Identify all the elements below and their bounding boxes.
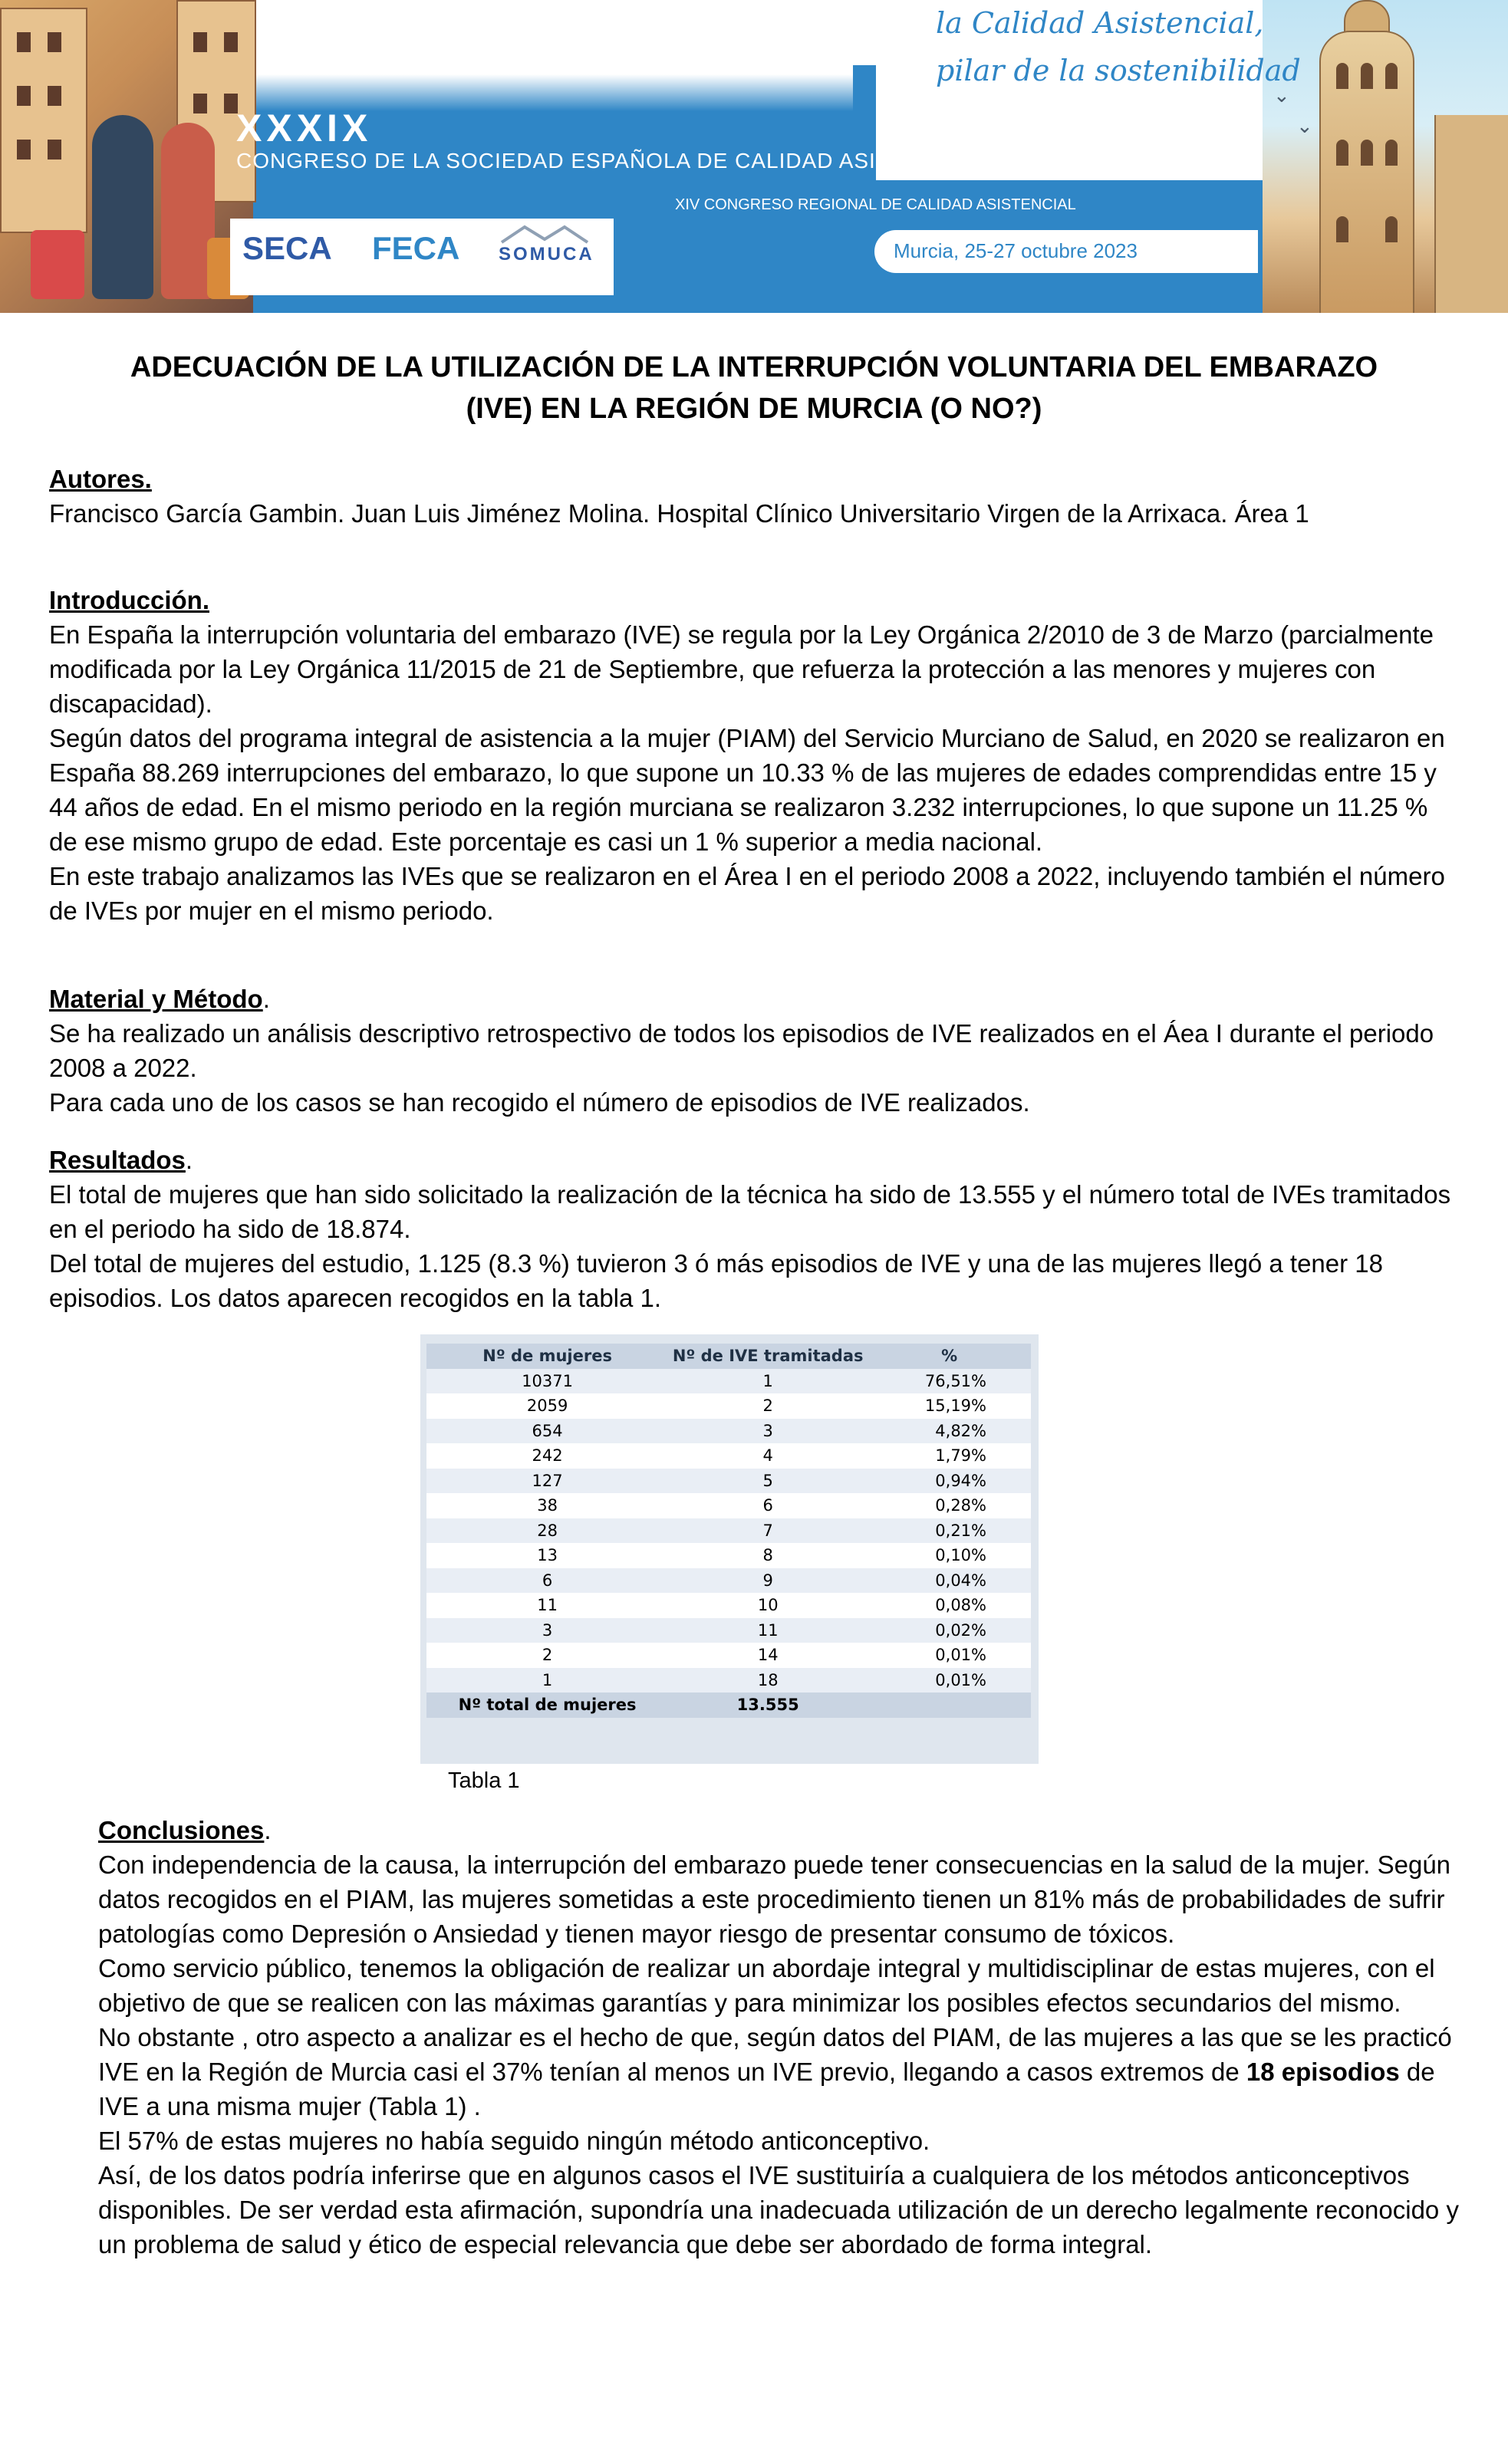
congress-name: CONGRESO DE LA SOCIEDAD ESPAÑOLA DE CALIDAD ASISTENCIAL bbox=[236, 149, 987, 173]
conclusiones-paragraph: El 57% de estas mujeres no había seguido ningún método anticonceptivo. bbox=[98, 2127, 930, 2155]
table-row bbox=[426, 1543, 1031, 1568]
bird-icon: ⌄ bbox=[1273, 84, 1290, 107]
table-cell: 0,01% bbox=[868, 1643, 1031, 1668]
building bbox=[0, 8, 87, 233]
total-value: 13.555 bbox=[668, 1693, 868, 1718]
title-line-2: (IVE) EN LA REGIÓN DE MURCIA (O NO?) bbox=[466, 393, 1042, 425]
walking-figure bbox=[92, 115, 153, 299]
slogan-line-1: la Calidad Asistencial, bbox=[936, 6, 1264, 40]
table-cell: 5 bbox=[668, 1469, 868, 1494]
bold-run: 18 episodios bbox=[1246, 2058, 1400, 2086]
congress-banner bbox=[0, 0, 1508, 313]
table-cell: 6 bbox=[668, 1493, 868, 1518]
table-cell: 2 bbox=[426, 1643, 668, 1668]
table-cell: 4,82% bbox=[868, 1419, 1031, 1444]
table-cell: 1 bbox=[668, 1369, 868, 1394]
resultados-paragraph: El total de mujeres que han sido solicitado la realización de la técnica ha sido de 13.555 y el número total de IVEs tramitados en el periodo ha sido de 18.874. bbox=[49, 1180, 1451, 1243]
table-cell: 242 bbox=[426, 1443, 668, 1469]
total-label: Nº total de mujeres bbox=[426, 1693, 668, 1718]
material-paragraph: Para cada uno de los casos se han recogido el número de episodios de IVE realizados. bbox=[49, 1088, 1030, 1117]
material-heading: Material y Método bbox=[49, 985, 263, 1013]
conclusiones-paragraph bbox=[98, 2020, 1460, 2124]
bird-icon: ⌄ bbox=[1296, 115, 1313, 138]
table-row bbox=[426, 1518, 1031, 1544]
table-row bbox=[426, 1493, 1031, 1518]
introduccion-heading: Introducción. bbox=[49, 586, 209, 614]
table-total-row bbox=[426, 1693, 1031, 1718]
somuca-logo: SOMUCA bbox=[499, 244, 594, 265]
section-material bbox=[49, 982, 1460, 1120]
table-cell: 38 bbox=[426, 1493, 668, 1518]
table-cell: 11 bbox=[668, 1618, 868, 1643]
table-cell: 28 bbox=[426, 1518, 668, 1544]
section-conclusiones bbox=[98, 1813, 1460, 2262]
conclusiones-heading: Conclusiones bbox=[98, 1816, 265, 1844]
table-cell: 0,02% bbox=[868, 1618, 1031, 1643]
table-cell: 14 bbox=[668, 1643, 868, 1668]
table-cell: 1,79% bbox=[868, 1443, 1031, 1469]
suitcase-icon bbox=[31, 230, 84, 299]
col-header: % bbox=[868, 1344, 1031, 1369]
congress-number: XXXIX bbox=[236, 107, 373, 150]
seca-logo: SECA bbox=[242, 230, 332, 266]
table-cell: 0,94% bbox=[868, 1469, 1031, 1494]
table-cell: 0,21% bbox=[868, 1518, 1031, 1544]
conclusiones-paragraph: Así, de los datos podría inferirse que en algunos casos el IVE sustituiría a cualquiera de los métodos anticonceptivos disponibles. De ser verdad esta afirmación, supondría una inadecuada utilización de un derecho legalmente reconocido y un problema de salud y ético de especial relevancia que debe ser abordado de forma integral. bbox=[98, 2161, 1459, 2258]
section-resultados bbox=[49, 1143, 1460, 1315]
heading-period: . bbox=[262, 985, 270, 1013]
table-cell: 4 bbox=[668, 1443, 868, 1469]
banner-white-top bbox=[163, 0, 876, 65]
table-cell: 13 bbox=[426, 1543, 668, 1568]
building bbox=[1434, 115, 1508, 313]
table-cell: 2059 bbox=[426, 1393, 668, 1419]
table-cell: 654 bbox=[426, 1419, 668, 1444]
cathedral-tower bbox=[1319, 31, 1414, 313]
poster-title bbox=[46, 347, 1462, 429]
table-row bbox=[426, 1643, 1031, 1668]
table-row bbox=[426, 1419, 1031, 1444]
text-run: No obstante , otro aspecto a analizar es el hecho de que, según datos del PIAM, de las mujeres a las que se les practicó IVE en la Región de Murcia casi el 37% tenían al menos un IVE previo, llegando a casos extremos de bbox=[98, 2023, 1452, 2086]
table-cell: 6 bbox=[426, 1568, 668, 1594]
table-row bbox=[426, 1618, 1031, 1643]
table-row bbox=[426, 1369, 1031, 1394]
table-cell: 15,19% bbox=[868, 1393, 1031, 1419]
table-cell: 9 bbox=[668, 1568, 868, 1594]
introduccion-paragraph: En España la interrupción voluntaria del embarazo (IVE) se regula por la Ley Orgánica 2/2010 de 3 de Marzo (parcialmente modificada por la Ley Orgánica 11/2015 de 21 de Septiembre, que refuerza la protección a las menores y mujeres con discapacidad). bbox=[49, 620, 1434, 718]
slogan-line-2: pilar de la sostenibilidad bbox=[936, 54, 1301, 87]
table-cell: 3 bbox=[426, 1618, 668, 1643]
heading-period: . bbox=[185, 1146, 193, 1174]
table-cell: 127 bbox=[426, 1469, 668, 1494]
ive-table bbox=[426, 1344, 1031, 1718]
table-cell: 7 bbox=[668, 1518, 868, 1544]
table-cell: 0,08% bbox=[868, 1593, 1031, 1618]
table-cell: 76,51% bbox=[868, 1369, 1031, 1394]
introduccion-paragraph: En este trabajo analizamos las IVEs que se realizaron en el Área I en el periodo 2008 a 2022, incluyendo también el número de IVEs por mujer en el mismo periodo. bbox=[49, 862, 1445, 925]
table-row bbox=[426, 1668, 1031, 1693]
resultados-paragraph: Del total de mujeres del estudio, 1.125 (8.3 %) tuvieron 3 ó más episodios de IVE y una de las mujeres llegó a tener 18 episodios. Los datos aparecen recogidos en la tabla 1. bbox=[49, 1249, 1383, 1312]
somuca-roof-icon bbox=[499, 224, 591, 245]
banner-fade bbox=[163, 65, 853, 111]
table-row bbox=[426, 1393, 1031, 1419]
table-cell: 10 bbox=[668, 1593, 868, 1618]
table-header-row bbox=[426, 1344, 1031, 1369]
autores-heading: Autores. bbox=[49, 465, 152, 493]
autores-text: Francisco García Gambin. Juan Luis Jiménez Molina. Hospital Clínico Universitario Virgen de la Arrixaca. Área 1 bbox=[49, 499, 1309, 528]
ive-table-image bbox=[420, 1334, 1039, 1764]
section-autores bbox=[49, 462, 1460, 531]
heading-period: . bbox=[264, 1816, 272, 1844]
table-cell: 10371 bbox=[426, 1369, 668, 1394]
table-cell: 0,01% bbox=[868, 1668, 1031, 1693]
regional-congress: XIV CONGRESO REGIONAL DE CALIDAD ASISTENCIAL bbox=[675, 196, 1076, 213]
table-cell: 8 bbox=[668, 1543, 868, 1568]
table-cell: 11 bbox=[426, 1593, 668, 1618]
material-paragraph: Se ha realizado un análisis descriptivo retrospectivo de todos los episodios de IVE realizados en el Áea I durante el periodo 2008 a 2022. bbox=[49, 1019, 1434, 1082]
table-caption: Tabla 1 bbox=[448, 1768, 520, 1793]
introduccion-paragraph: Según datos del programa integral de asistencia a la mujer (PIAM) del Servicio Murciano de Salud, en 2020 se realizaron en España 88.269 interrupciones del embarazo, lo que supone un 10.33 % de las mujeres de edades comprendidas entre 15 y 44 años de edad. En el mismo periodo en la región murciana se realizaron 3.232 interrupciones, lo que supone un 11.25 % de ese mismo grupo de edad. Este porcentaje es casi un 1 % superior a media nacional. bbox=[49, 724, 1445, 856]
table-cell: 1 bbox=[426, 1668, 668, 1693]
table-cell: 18 bbox=[668, 1668, 868, 1693]
col-header: Nº de IVE tramitadas bbox=[668, 1344, 868, 1369]
left-illustration bbox=[0, 0, 253, 313]
col-header: Nº de mujeres bbox=[426, 1344, 668, 1369]
conclusiones-paragraph: Con independencia de la causa, la interrupción del embarazo puede tener consecuencias en la salud de la mujer. Según datos recogidos en el PIAM, las mujeres sometidas a este procedimiento tienen un 81% más de probabilidades de sufrir patologías como Depresión o Ansiedad y tienen mayor riesgo de presentar consumo de tóxicos. bbox=[98, 1850, 1451, 1948]
table-cell: 0,28% bbox=[868, 1493, 1031, 1518]
text-run: de IVE a una misma mujer (Tabla 1) . bbox=[98, 2058, 1435, 2120]
table-cell: 3 bbox=[668, 1419, 868, 1444]
congress-date: Murcia, 25-27 octubre 2023 bbox=[894, 239, 1138, 262]
table-cell: 2 bbox=[668, 1393, 868, 1419]
title-line-1: ADECUACIÓN DE LA UTILIZACIÓN DE LA INTERRUPCIÓN VOLUNTARIA DEL EMBARAZO bbox=[130, 351, 1378, 383]
section-introduccion bbox=[49, 583, 1460, 928]
conclusiones-paragraph: Como servicio público, tenemos la obligación de realizar un abordaje integral y multidisciplinar de estas mujeres, con el objetivo de que se realicen con las máximas garantías y para minimizar los posibles efectos secundarios del mismo. bbox=[98, 1954, 1435, 2017]
feca-logo: FECA bbox=[372, 230, 460, 266]
table-row bbox=[426, 1469, 1031, 1494]
resultados-heading: Resultados bbox=[49, 1146, 186, 1174]
table-cell: 0,10% bbox=[868, 1543, 1031, 1568]
table-row bbox=[426, 1593, 1031, 1618]
table-row bbox=[426, 1443, 1031, 1469]
table-cell: 0,04% bbox=[868, 1568, 1031, 1594]
table-cell bbox=[868, 1693, 1031, 1718]
table-row bbox=[426, 1568, 1031, 1594]
